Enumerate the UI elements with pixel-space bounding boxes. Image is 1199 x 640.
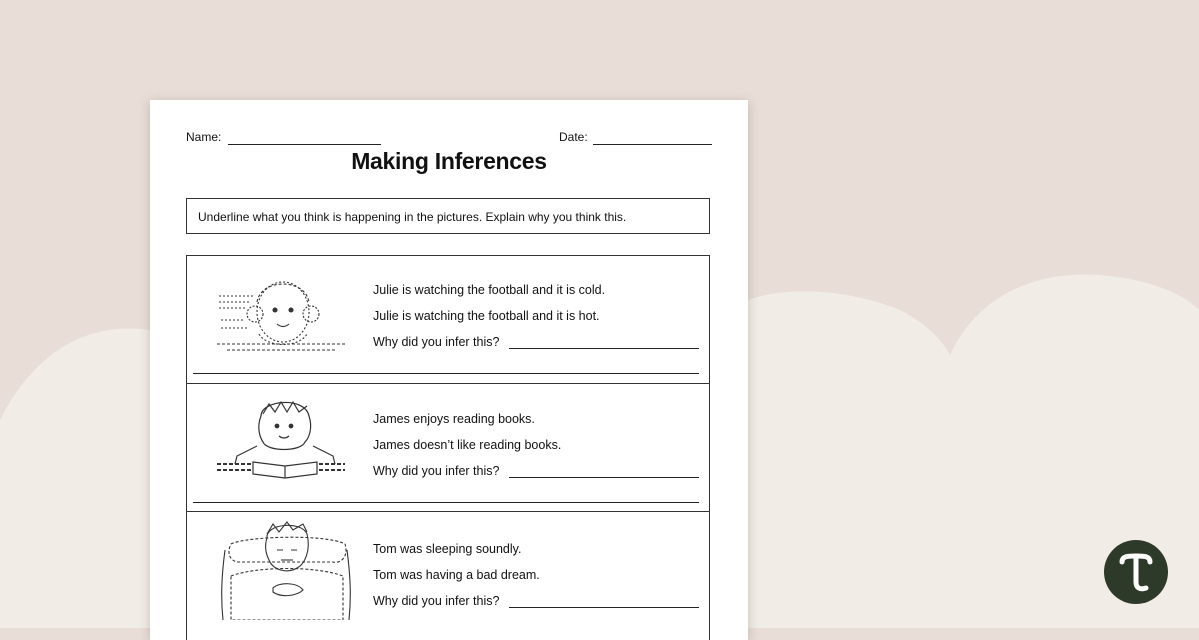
name-field[interactable]	[228, 144, 381, 145]
answer-line-long[interactable]	[193, 373, 699, 374]
date-field[interactable]	[593, 144, 712, 145]
date-label: Date:	[559, 130, 588, 144]
why-prompt: Why did you infer this?	[373, 464, 500, 478]
answer-line-long[interactable]	[193, 502, 699, 503]
option-a[interactable]: Julie is watching the football and it is cold.	[373, 283, 606, 297]
answer-line[interactable]	[509, 607, 699, 608]
page-title: Making Inferences	[351, 148, 547, 174]
instructions-box: Underline what you think is happening in the pictures. Explain why you think this.	[186, 198, 710, 234]
worksheet-page	[150, 100, 748, 640]
option-b[interactable]: Julie is watching the football and it is hot.	[373, 309, 600, 323]
option-b[interactable]: James doesn’t like reading books.	[373, 438, 562, 452]
option-a[interactable]: James enjoys reading books.	[373, 412, 535, 426]
option-a[interactable]: Tom was sleeping soundly.	[373, 542, 522, 556]
answer-line[interactable]	[509, 477, 699, 478]
boy-reading-book-drawing	[217, 394, 347, 486]
logo-glyph-icon	[1104, 540, 1168, 604]
teach-starter-logo-icon[interactable]	[1104, 540, 1168, 604]
girl-with-earmuffs-drawing	[217, 268, 347, 356]
inference-item	[186, 383, 710, 512]
why-prompt: Why did you infer this?	[373, 594, 500, 608]
answer-line[interactable]	[509, 348, 699, 349]
why-prompt: Why did you infer this?	[373, 335, 500, 349]
option-b[interactable]: Tom was having a bad dream.	[373, 568, 540, 582]
inference-item	[186, 255, 710, 384]
boy-in-bed-drawing	[217, 520, 357, 620]
name-label: Name:	[186, 130, 222, 144]
inference-item	[186, 511, 710, 640]
